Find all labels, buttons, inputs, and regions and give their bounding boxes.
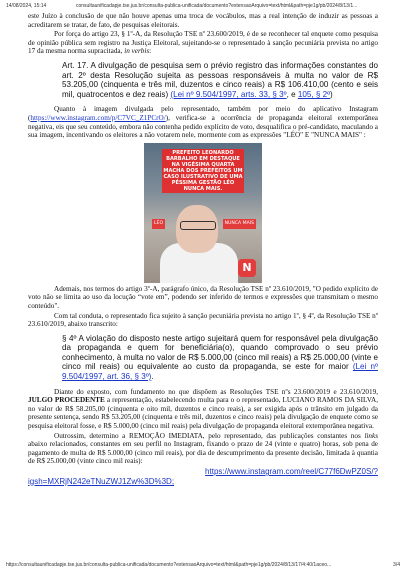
law-link-art-105[interactable]: 105, § 2º [297, 89, 331, 99]
browser-print-footer [6, 562, 400, 571]
page-number: 3/4 [393, 562, 400, 568]
instagram-reel-link[interactable]: https://www.instagram.com/reel/C77f6DwPZ0S/? [205, 467, 378, 476]
glasses-shape [180, 221, 216, 230]
paragraph-7: Outrossim, determino a REMOÇÃO IMEDIATA, pelo representado, das publicações constantes nos links abaixo relacionados, constantes em seu perfil no Instagram, fixando o prazo de 24 (vinte e quatro) horas, sob pena de pagamento de multa de R$ 5.000,00 (cinco mil reais), por dia de descumprimento da presente decisão, limitada à quantia de R$ 25.000,00 (vinte cinco mil reais): [28, 431, 379, 466]
quote-art-17: Art. 17. A divulgação de pesquisa sem o prévio registro das informações constantes do art. 2º desta Resolução sujeita as pessoas responsáveis à multa no valor de R$ 53.205,00 (cinquenta e três mil, duzentos e cinco reais) a R$ 106.410,00 (cento e seis mil, quatrocentos e dez reais) (Lei nº 9.504/1997, arts. 33, § 3º, e 105, § 2º) [62, 60, 378, 99]
bottom-link-line-2 [28, 478, 378, 487]
law-link-art-33[interactable]: (Lei nº 9.504/1997, arts. 33, § 3º [170, 89, 287, 99]
paragraph-6: Diante do exposto, com fundamento no que dispõem as Resoluções TSE nºs 23.600/2019 e 23.610/2019, JULGO PROCEDENTE a representação, estabelecendo multa para o o representado, LUCIANO RAMOS DA SILVA, no valor de R$ 58.205,00 (cinquenta e oito mil, duzentos e cinco reais), a ser exigida após o trânsito em julgado da presente sentença, sendo R$ 53.205,00 (cinquenta e três mil, duzentos e cinco reais) pela divulgação de enquete como se pesquisa eleitoral fosse, e R$ 5.000,00 (cinco mil reais) pela divulgação de propaganda eleitoral extemporânea negativa. [28, 387, 378, 431]
image-tag-right: NUNCA MAIS [223, 219, 256, 230]
print-datetime: 14/08/2024, 15:14 [6, 3, 47, 9]
paragraph-5: Com tal conduta, o representado fica sujeito à sanção pecuniária prevista no artigo 1º, § 4º, da Resolução TSE nº 23.610/2019, abaixo transcrito: [28, 311, 378, 329]
paragraph-3: Quanto à imagem divulgada pelo representado, também por meio do aplicativo Instagram (https://www.instagram.com/p/C7VC_Z1PCrO/), verifica-se a ocorrência de propaganda eleitoral extemporânea negativa, eis que seu conteúdo, embora não contenha pedido explícito de voto, desqualifica o pré-candidato, maculando a sua imagem, incentivando os eleitores a não votarem nele, mormente com as expressões "LÉO" E "NUNCA MAIS" : [28, 105, 378, 140]
bottom-link-line [28, 468, 378, 477]
print-url: consultaunificadapje.tse.jus.br/consulta-publica-unificada/documento?extensaoArquivo=text/html&path=pje1g/pb/2024/8/13/1... [76, 3, 358, 9]
law-link-art-36[interactable]: (Lei nº 9.504/1997, art. 36, § 3º) [62, 362, 378, 382]
paragraph-1: este Juízo à conclusão de que não houve apenas uma troca de vocábulos, mas a real intenção de induzir as pessoas a acreditarem se tratar, de fato, de pesquisas eleitorais. [28, 12, 378, 29]
paragraph-4: Ademais, nos termos do artigo 3º-A, parágrafo único, da Resolução TSE nº 23.610/2019, "O pedido explícito de voto não se limita ao uso da locução “vote em”, podendo ser inferido de termos e expressões que transmitam o mesmo conteúdo". [28, 284, 378, 310]
quote-paragraph-4: § 4º A violação do disposto neste artigo sujeitará quem for responsável pela divulgação da propaganda e quem for beneficiária(o), quando comprovado o seu prévio conhecimento, à multa no valor de R$ 5.000,00 (cinco mil reais) a R$ 25.000,00 (vinte e cinco mil reais) ou equivalente ao custo da propaganda, se este for maior (Lei nº 9.504/1997, art. 36, § 3º). [62, 333, 378, 382]
instagram-post-link[interactable]: https://www.instagram.com/p/C7VC_Z1PCrO/ [30, 113, 166, 122]
campaign-image [144, 143, 262, 283]
document-body [28, 12, 378, 486]
image-caption: PREFEITO LEONARDO BARBALHO EM DESTAQUE NA VIGÉSIMA QUARTA MACHA DOS PREFEITOS UM CASO ILUSTRATIVO DE UMA PÉSSIMA GESTÃO LÉO NUNCA MAIS. [163, 149, 243, 192]
instagram-reel-link-cont[interactable]: igsh=MXRjN242eTNuZWJ1Zw%3D%3D; [28, 476, 175, 486]
paragraph-2: Por força do artigo 23, § 1º-A, da Resolução TSE nº 23.600/2019, é de se reconhecer tal enquete como pesquisa de opinião pública sem registro na Justiça Eleitoral, sujeitando-se o representado à sanção pecuniária prevista no artigo 17 da mesma norma supracitada, in verbis: [28, 30, 378, 56]
footer-url: https://consultaunificadapje.tse.jus.br/consulta-publica-unificada/documento?extensaoArquivo=text/html&path=pje1g/pb/2024/8/13/17/4:40/1aceo... [6, 562, 332, 568]
browser-print-header [6, 3, 400, 12]
image-tag-left: LÉO [152, 219, 165, 230]
brand-logo-icon: N [238, 259, 256, 277]
